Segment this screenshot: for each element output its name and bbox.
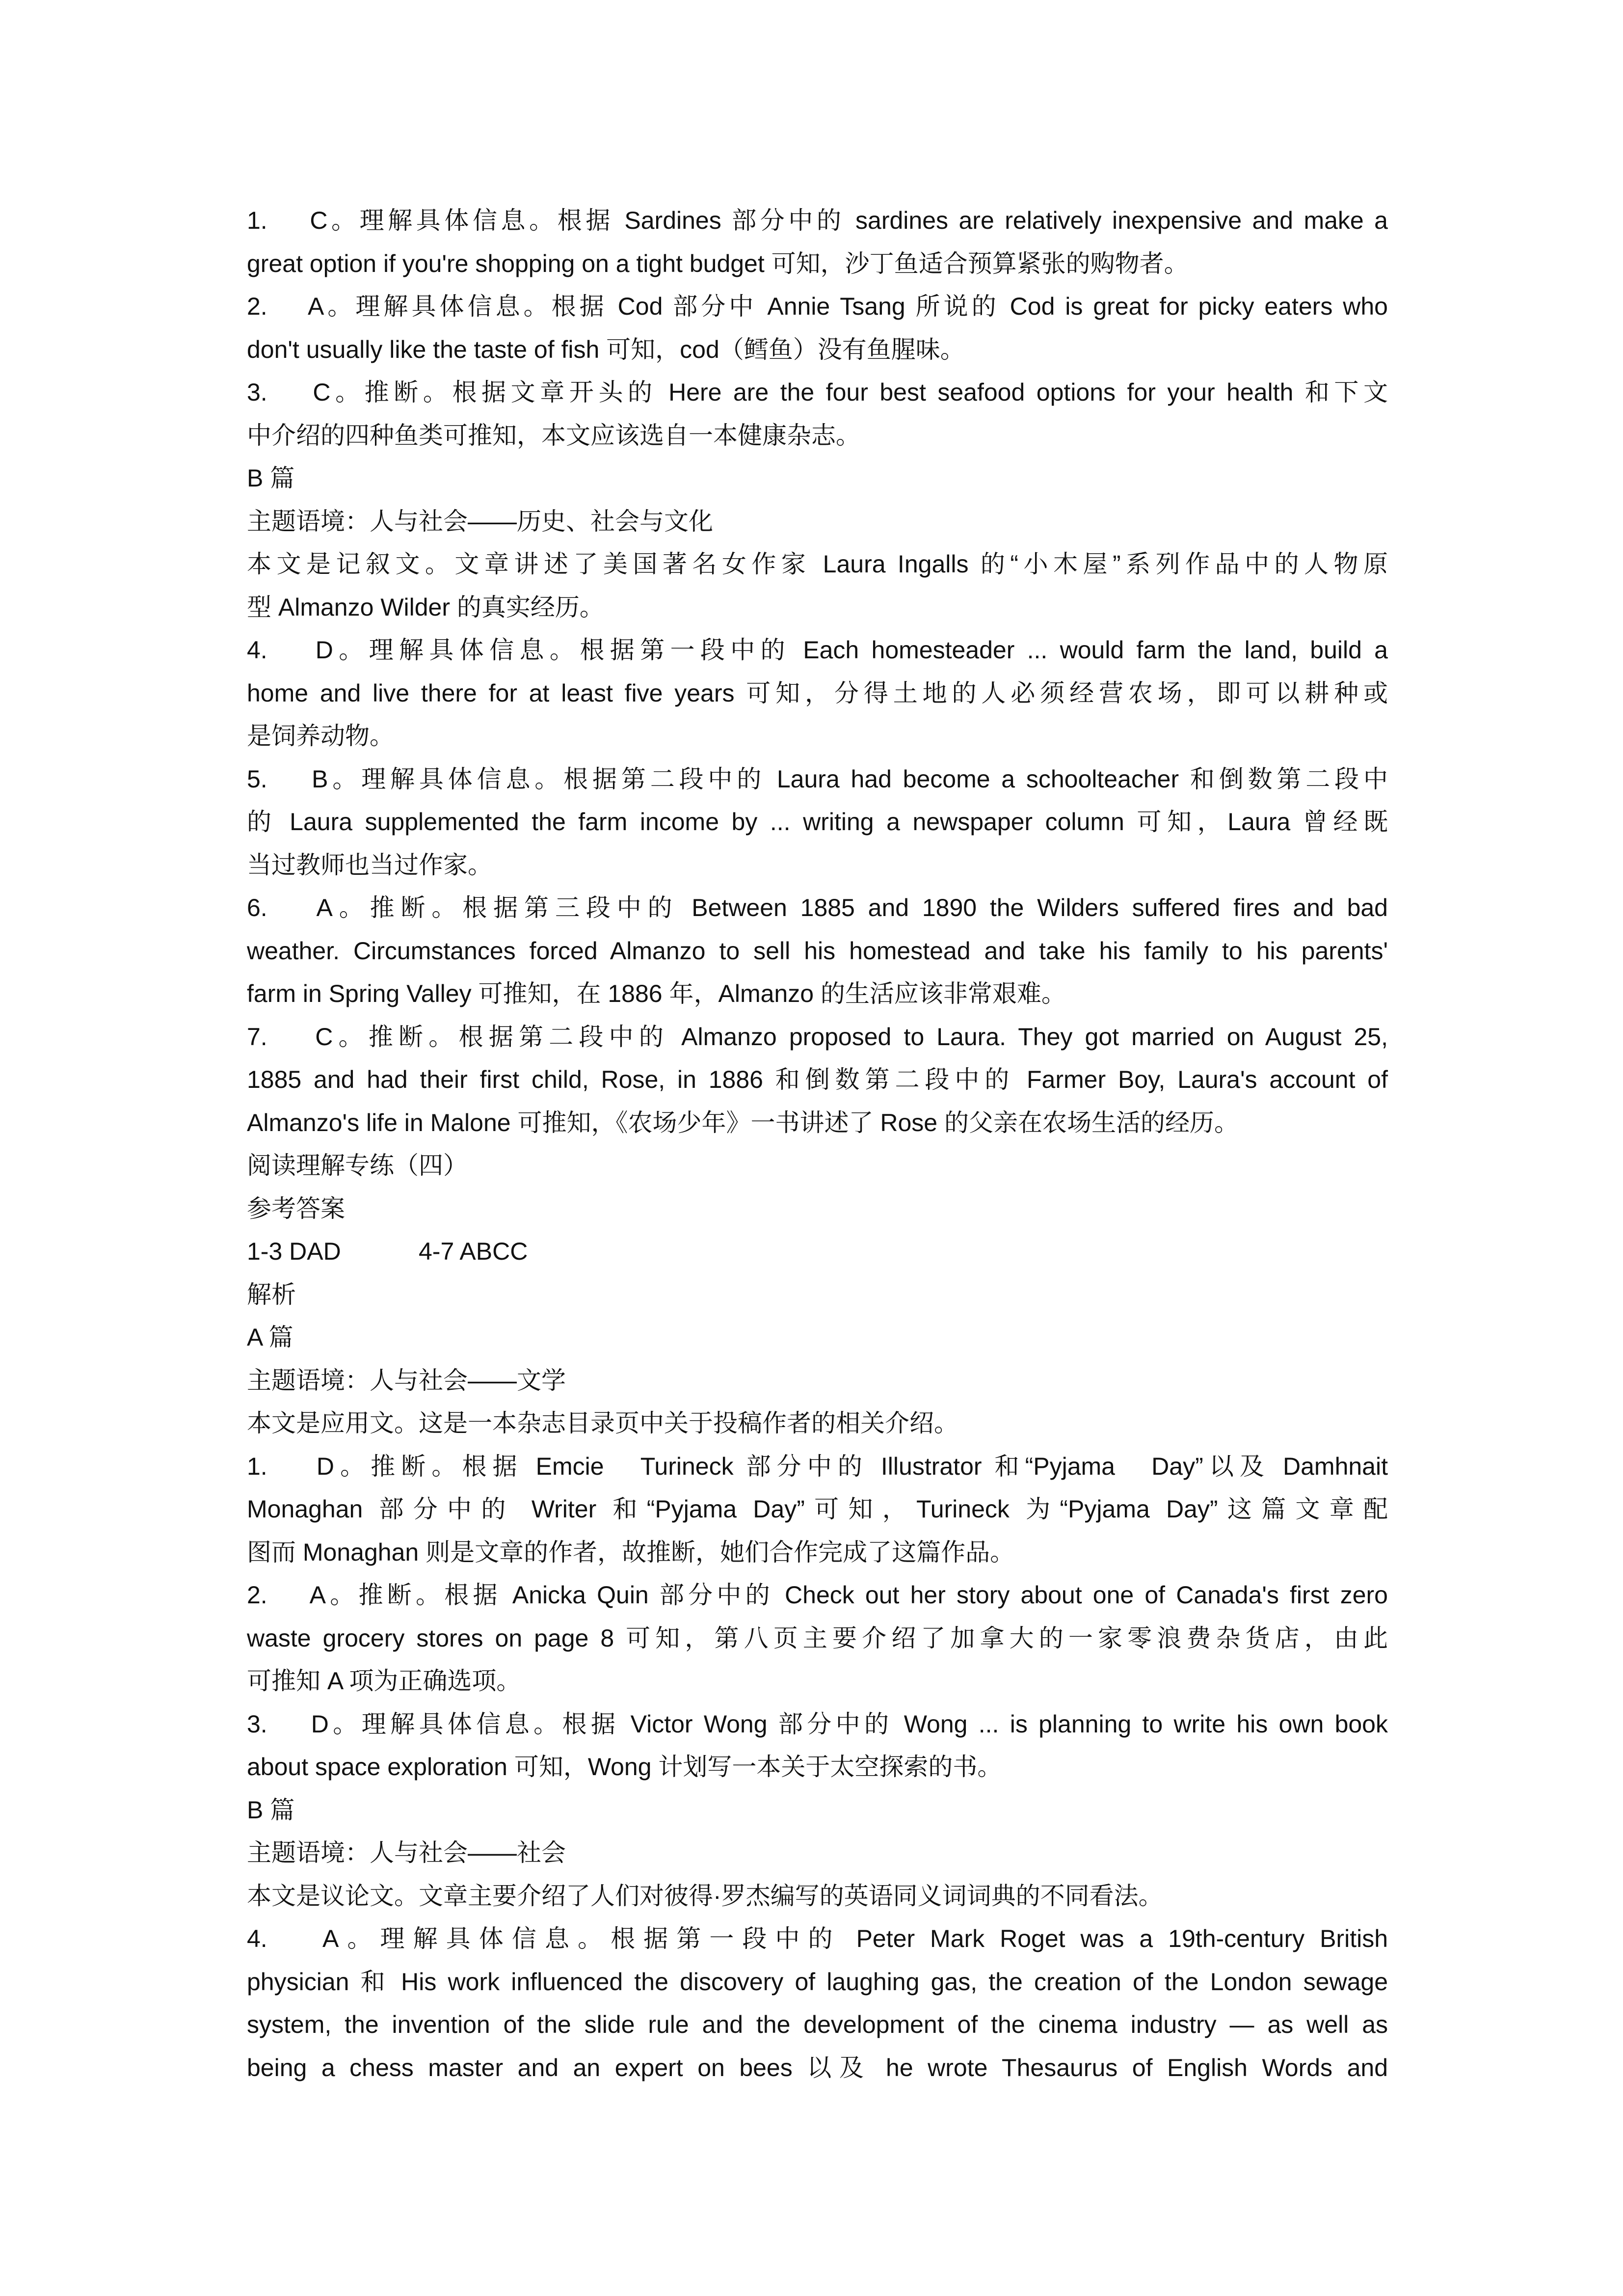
- text-line: 3. D。理解具体信息。根据 Victor Wong 部分中的 Wong ... is planning to write his own book: [247, 1710, 1388, 1738]
- text-line: weather. Circumstances forced Almanzo to sell his homestead and take his family to his parents': [247, 937, 1388, 965]
- text-line: 图而 Monaghan 则是文章的作者，故推断，她们合作完成了这篇作品。: [247, 1538, 1015, 1566]
- text-line: 6. A。推断。根据第三段中的 Between 1885 and 1890 the Wilders suffered fires and bad: [247, 894, 1388, 921]
- text-line: 主题语境：人与社会——社会: [247, 1839, 566, 1866]
- text-line: 1. D。推断。根据 Emcie Turineck 部分中的 Illustrator 和“Pyjama Day”以及 Damhnait: [247, 1452, 1388, 1480]
- text-line: 2. A。推断。根据 Anicka Quin 部分中的 Check out her story about one of Canada's first zero: [247, 1581, 1388, 1609]
- text-line: don't usually like the taste of fish 可知，cod（鳕鱼）没有鱼腥味。: [247, 335, 965, 363]
- text-line: 主题语境：人与社会——文学: [247, 1366, 566, 1394]
- answer-part-1: 1-3 DAD: [247, 1238, 341, 1265]
- text-line: 4. D。理解具体信息。根据第一段中的 Each homesteader ... would farm the land, build a: [247, 636, 1388, 664]
- text-line: Almanzo's life in Malone 可推知，《农场少年》一书讲述了 Rose 的父亲在农场生活的经历。: [247, 1108, 1239, 1136]
- text-line: 本文是应用文。这是一本杂志目录页中关于投稿作者的相关介绍。: [247, 1409, 958, 1437]
- text-line: 7. C。推断。根据第二段中的 Almanzo proposed to Laura. They got married on August 25,: [247, 1023, 1388, 1051]
- text-line: B 篇: [247, 1796, 295, 1824]
- text-line: 解析: [247, 1280, 296, 1308]
- text-line: physician 和 His work influenced the discovery of laughing gas, the creation of the London sewage: [247, 1968, 1388, 1996]
- text-line: waste grocery stores on page 8 可知，第八页主要介绍了加拿大的一家零浪费杂货店，由此: [247, 1624, 1388, 1652]
- text-line: about space exploration 可知，Wong 计划写一本关于太空探索的书。: [247, 1753, 1002, 1781]
- text-line: great option if you're shopping on a tight budget 可知，沙丁鱼适合预算紧张的购物者。: [247, 249, 1189, 277]
- text-line: home and live there for at least five years 可知，分得土地的人必须经营农场，即可以耕种或: [247, 679, 1388, 707]
- text-line: 是饲养动物。: [247, 722, 394, 750]
- text-line: system, the invention of the slide rule and the development of the cinema industry — as well as: [247, 2011, 1388, 2038]
- text-line: farm in Spring Valley 可推知，在 1886 年，Almanzo 的生活应该非常艰难。: [247, 980, 1066, 1007]
- text-line: 1885 and had their first child, Rose, in 1886 和倒数第二段中的 Farmer Boy, Laura's account of: [247, 1066, 1388, 1093]
- text-line: 本文是记叙文。文章讲述了美国著名女作家 Laura Ingalls 的“小木屋”系列作品中的人物原: [247, 550, 1388, 578]
- answer-key: [247, 1230, 1388, 1273]
- text-line: 当过教师也当过作家。: [247, 851, 492, 879]
- text-line: 的 Laura supplemented the farm income by ... writing a newspaper column 可知，Laura 曾经既: [247, 808, 1388, 836]
- text-line: 阅读理解专练（四）: [247, 1152, 468, 1179]
- text-line: 4. A。理解具体信息。根据第一段中的 Peter Mark Roget was a 19th-century British: [247, 1925, 1388, 1952]
- text-line: B 篇: [247, 464, 295, 492]
- text-line: Monaghan 部分中的 Writer 和“Pyjama Day”可知，Turineck 为“Pyjama Day”这篇文章配: [247, 1495, 1388, 1523]
- text-line: 3. C。推断。根据文章开头的 Here are the four best seafood options for your health 和下文: [247, 378, 1388, 406]
- text-line: 参考答案: [247, 1194, 345, 1222]
- text-line: 可推知 A 项为正确选项。: [247, 1667, 521, 1695]
- text-line: 本文是议论文。文章主要介绍了人们对彼得·罗杰编写的英语同义词词典的不同看法。: [247, 1882, 1163, 1910]
- text-line: being a chess master and an expert on bees 以及 he wrote Thesaurus of English Words and: [247, 2053, 1388, 2081]
- text-line: 5. B。理解具体信息。根据第二段中的 Laura had become a schoolteacher 和倒数第二段中: [247, 765, 1388, 793]
- text-line: A 篇: [247, 1324, 293, 1351]
- text-line: 2. A。理解具体信息。根据 Cod 部分中 Annie Tsang 所说的 Cod is great for picky eaters who: [247, 293, 1388, 320]
- answer-part-2: 4-7 ABCC: [419, 1238, 528, 1265]
- text-line: 1. C。理解具体信息。根据 Sardines 部分中的 sardines are relatively inexpensive and make a: [247, 207, 1388, 234]
- text-line: 型 Almanzo Wilder 的真实经历。: [247, 593, 604, 621]
- text-line: 主题语境：人与社会——历史、社会与文化: [247, 507, 713, 535]
- text-line: 中介绍的四种鱼类可推知，本文应该选自一本健康杂志。: [247, 421, 860, 449]
- document-body: [247, 199, 1388, 2089]
